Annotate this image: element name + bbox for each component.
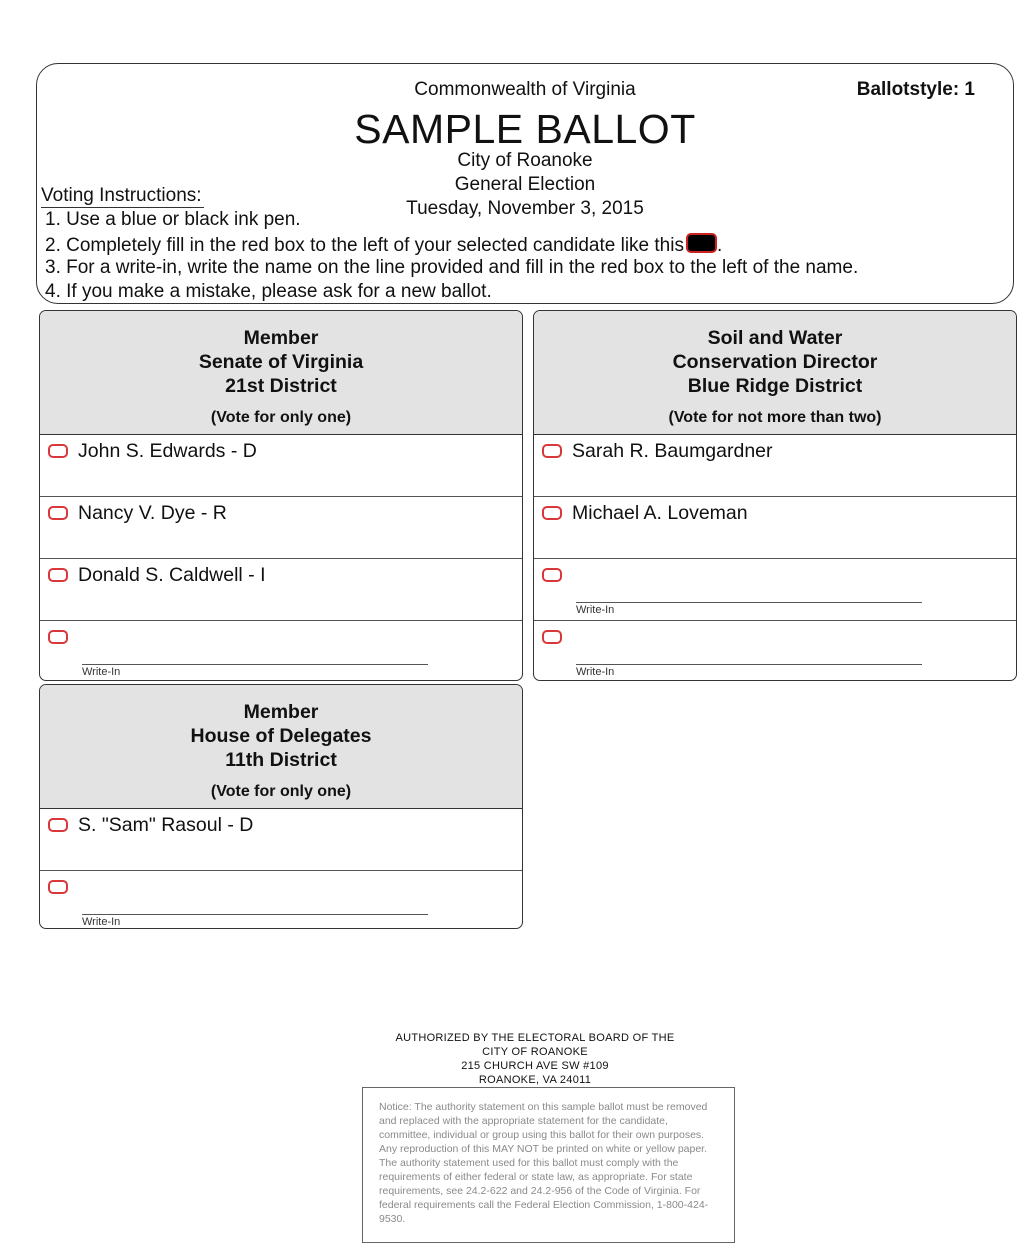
candidate-name: S. "Sam" Rasoul - D bbox=[78, 814, 254, 836]
contest-senate-vote-for: (Vote for only one) bbox=[210, 409, 352, 426]
vote-oval-icon[interactable] bbox=[48, 818, 68, 832]
vote-oval-icon[interactable] bbox=[48, 568, 68, 582]
ballotstyle-label: Ballotstyle: 1 bbox=[856, 79, 975, 100]
vote-oval-icon[interactable] bbox=[542, 506, 562, 520]
write-in-row[interactable] bbox=[534, 621, 1016, 681]
vote-oval-icon[interactable] bbox=[542, 568, 562, 582]
candidate-name: Nancy V. Dye - R bbox=[78, 502, 227, 524]
filled-box-example-icon bbox=[686, 233, 717, 253]
city-label: City of Roanoke bbox=[457, 150, 593, 171]
contest-house-header bbox=[40, 685, 522, 809]
write-in-line[interactable] bbox=[82, 914, 428, 915]
election-label: General Election bbox=[454, 174, 596, 195]
vote-oval-icon[interactable] bbox=[48, 444, 68, 458]
vote-oval-icon[interactable] bbox=[48, 880, 68, 894]
contest-senate-header bbox=[40, 311, 522, 435]
vote-oval-icon[interactable] bbox=[48, 630, 68, 644]
candidate-row[interactable] bbox=[40, 435, 522, 497]
candidate-name: Donald S. Caldwell - I bbox=[78, 564, 266, 586]
write-in-label: Write-In bbox=[82, 916, 121, 928]
write-in-label: Write-In bbox=[576, 604, 615, 616]
candidate-name: Michael A. Loveman bbox=[572, 502, 748, 524]
authority-line-3: 215 CHURCH AVE SW #109 bbox=[461, 1060, 609, 1072]
contest-house-line3: 11th District bbox=[225, 749, 337, 771]
contest-soil-line1: Soil and Water bbox=[707, 327, 843, 349]
notice-box bbox=[362, 1087, 735, 1243]
contest-soil-water bbox=[533, 310, 1017, 681]
candidate-name: John S. Edwards - D bbox=[78, 440, 257, 462]
ballot-header bbox=[36, 63, 1014, 304]
candidate-row[interactable] bbox=[40, 497, 522, 559]
contest-soil-line3: Blue Ridge District bbox=[687, 375, 863, 397]
authority-line-1: AUTHORIZED BY THE ELECTORAL BOARD OF THE bbox=[395, 1032, 675, 1044]
ballot-title: SAMPLE BALLOT bbox=[354, 106, 696, 152]
vote-oval-icon[interactable] bbox=[542, 630, 562, 644]
instructions-heading: Voting Instructions: bbox=[41, 185, 202, 206]
instruction-2-text: 2. Completely fill in the red box to the left of your selected candidate like this bbox=[45, 235, 684, 256]
instruction-3: 3. For a write-in, write the name on the line provided and fill in the red box to the left of the name. bbox=[45, 257, 859, 278]
write-in-row[interactable] bbox=[40, 621, 522, 681]
contest-senate-line1: Member bbox=[243, 327, 319, 349]
authority-line-2: CITY OF ROANOKE bbox=[482, 1046, 588, 1058]
write-in-label: Write-In bbox=[82, 666, 121, 678]
authority-line-4: ROANOKE, VA 24011 bbox=[478, 1074, 592, 1086]
candidate-row[interactable] bbox=[40, 559, 522, 621]
instruction-2 bbox=[45, 233, 722, 257]
election-date: Tuesday, November 3, 2015 bbox=[406, 198, 644, 219]
instruction-1: 1. Use a blue or black ink pen. bbox=[45, 209, 301, 230]
contest-senate bbox=[39, 310, 523, 681]
vote-oval-icon[interactable] bbox=[48, 506, 68, 520]
contest-house-line2: House of Delegates bbox=[190, 725, 372, 747]
contest-soil-vote-for: (Vote for not more than two) bbox=[668, 409, 882, 426]
contest-house-line1: Member bbox=[243, 701, 319, 723]
write-in-row[interactable] bbox=[40, 871, 522, 929]
instruction-4: 4. If you make a mistake, please ask for a new ballot. bbox=[45, 281, 492, 302]
candidate-row[interactable] bbox=[40, 809, 522, 871]
contest-senate-line2: Senate of Virginia bbox=[198, 351, 364, 373]
candidate-name: Sarah R. Baumgardner bbox=[572, 440, 773, 462]
write-in-label: Write-In bbox=[576, 666, 615, 678]
write-in-line[interactable] bbox=[82, 664, 428, 665]
instruction-2-end: . bbox=[716, 235, 723, 256]
commonwealth-label: Commonwealth of Virginia bbox=[414, 79, 636, 100]
write-in-line[interactable] bbox=[576, 664, 922, 665]
candidate-row[interactable] bbox=[534, 435, 1016, 497]
contest-senate-line3: 21st District bbox=[225, 375, 337, 397]
candidate-row[interactable] bbox=[534, 497, 1016, 559]
write-in-row[interactable] bbox=[534, 559, 1016, 621]
write-in-line[interactable] bbox=[576, 602, 922, 603]
contest-house bbox=[39, 684, 523, 929]
vote-oval-icon[interactable] bbox=[542, 444, 562, 458]
contest-soil-header bbox=[534, 311, 1016, 435]
contest-soil-line2: Conservation Director bbox=[672, 351, 878, 373]
contest-house-vote-for: (Vote for only one) bbox=[210, 783, 352, 800]
notice-text: Notice: The authority statement on this sample ballot must be removed and replaced with the appropriate statement for the candidate, committee, individual or group using this ballot for their own purposes. Any reproduction of this MAY NOT be printed on white or yellow paper. The authority statement used for this ballot must comply with the requirements of either federal or state law, as appropriate. For state requirements, see 24.2-622 and 24.2-956 of the Code of Virginia. For federal requirements call the Federal Election Commission, 1-800-424-9530. bbox=[379, 1101, 709, 1225]
